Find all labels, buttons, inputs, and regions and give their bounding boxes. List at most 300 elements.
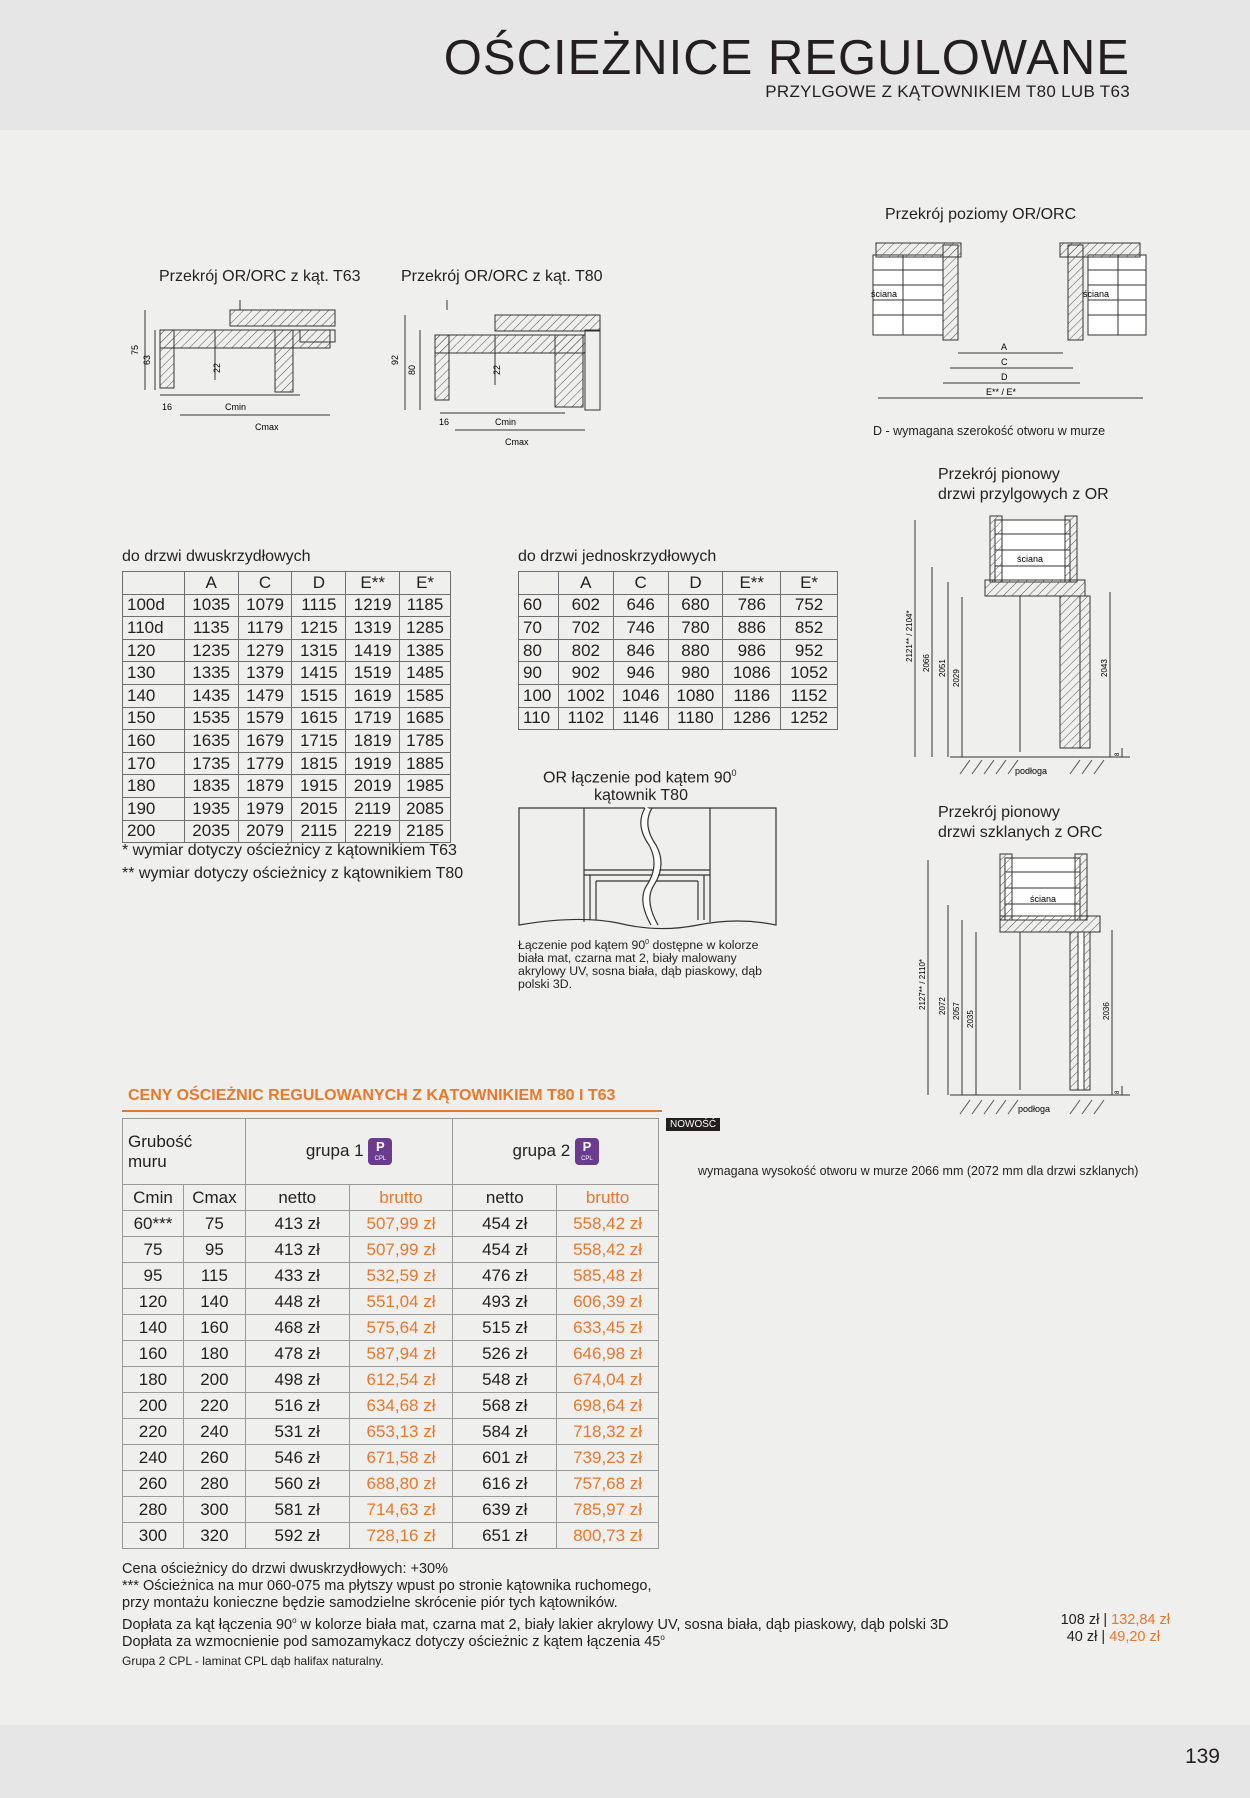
double-door-table [122,571,451,843]
table-cell: 1615 [292,707,346,730]
price-row [123,1471,659,1497]
vertical1-dim5: 2043 [1100,659,1109,677]
price-cell: 180 [183,1341,245,1367]
table-cell: 100 [519,684,559,707]
vertical1-dim3: 2051 [938,659,947,677]
t80-dim-d: 16 [439,417,450,427]
price-cell: 634,68 zł [349,1393,453,1419]
table-header-cell: D [292,572,346,595]
group1-header: grupa 1 P CPL [245,1119,453,1185]
vertical2-title-line1: Przekrój pionowy [938,804,1060,821]
table-row [519,594,838,617]
price-cell: 476 zł [453,1263,557,1289]
table-cell: 1935 [184,797,238,820]
vertical1-dim2: 2066 [922,654,931,672]
table-cell: 1915 [292,775,346,798]
table-cell: 1080 [668,684,723,707]
table-cell: 180 [123,775,185,798]
table-row [519,662,838,685]
price-cell: 646,98 zł [557,1341,659,1367]
table-cell: 110 [519,707,559,730]
price-cell: 448 zł [245,1289,349,1315]
table-cell: 780 [668,617,723,640]
vertical2-dim3: 2057 [952,1002,961,1020]
price-cell: 575,64 zł [349,1315,453,1341]
price-row [123,1341,659,1367]
t63-section-drawing [130,295,350,445]
table-cell: 880 [668,639,723,662]
table-cell: 1685 [400,707,451,730]
table-cell: 1679 [238,730,292,753]
table-cell: 2015 [292,797,346,820]
table-cell: 1535 [184,707,238,730]
price-row [123,1211,659,1237]
table-cell: 1435 [184,684,238,707]
page-title: OŚCIEŻNICE REGULOWANE [443,31,1130,85]
note-line-5: Dopłata za wzmocnienie pod samozamykacz dotyczy ościeżnic z kątem łączenia 45$^o$ [122,1633,665,1650]
price-row [123,1237,659,1263]
price-cell: 728,16 zł [349,1523,453,1549]
price-cell: 671,58 zł [349,1445,453,1471]
price-cell: 651 zł [453,1523,557,1549]
price-cell: 585,48 zł [557,1263,659,1289]
table-cell: 140 [123,684,185,707]
table-cell: 1002 [558,684,613,707]
group2-header: grupa 2 P CPL [453,1119,659,1185]
price-cell: 546 zł [245,1445,349,1471]
table-cell: 1635 [184,730,238,753]
single-door-table [518,571,838,730]
table-cell: 1979 [238,797,292,820]
table-cell: 952 [781,639,838,662]
table-cell: 1485 [400,662,451,685]
price-cell: 240 [183,1419,245,1445]
vertical2-wall: ściana [1030,894,1057,904]
new-badge: NOWOŚĆ [666,1118,720,1131]
table-row [123,639,451,662]
brutto-header-2: brutto [557,1185,659,1211]
table-row [123,775,451,798]
table-cell: 1835 [184,775,238,798]
table-cell: 902 [558,662,613,685]
price-cell: 160 [123,1341,184,1367]
price-row [123,1315,659,1341]
table-cell: 1335 [184,662,238,685]
single-table-title: do drzwi jednoskrzydłowych [518,548,717,565]
table-cell: 1785 [400,730,451,753]
table-row [519,617,838,640]
price-row [123,1523,659,1549]
table-row [123,594,451,617]
table-header-cell: C [238,572,292,595]
table-cell: 1279 [238,639,292,662]
price-cell: 531 zł [245,1419,349,1445]
table-cell: 2035 [184,820,238,843]
price-cell: 507,99 zł [349,1237,453,1263]
table-row [123,752,451,775]
table-cell: 1219 [346,594,400,617]
table-cell: 846 [613,639,668,662]
horizontal-dim-e: E** / E* [986,387,1017,397]
cpl-badge-icon: P CPL [368,1138,392,1165]
price-cell: 320 [183,1523,245,1549]
price-cell: 60*** [123,1211,184,1237]
table-cell: 1135 [184,617,238,640]
price-cell: 498 zł [245,1367,349,1393]
vertical2-floor: podłoga [1018,1104,1051,1114]
note-line-4: Dopłata za kąt łączenia 90$^o$ w kolorze biała mat, czarna mat 2, biały lakier akrylowy UV, sosna biała, dąb piaskowy, dąb polski 3D [122,1616,949,1633]
horizontal-section-drawing [868,235,1153,420]
table-row [123,617,451,640]
price-cell: 454 zł [453,1237,557,1263]
table-cell: 1035 [184,594,238,617]
table-cell: 602 [558,594,613,617]
table-cell: 1585 [400,684,451,707]
table-row [123,820,451,843]
price-cell: 558,42 zł [557,1211,659,1237]
double-table-note-2: ** wymiar dotyczy ościeżnicy z kątownikiem T80 [122,865,464,882]
price-cell: 220 [123,1419,184,1445]
vertical2-dim6: 8 [1115,1090,1121,1094]
table-cell: 1286 [723,707,781,730]
vertical1-title-line1: Przekrój pionowy [938,466,1060,483]
table-cell: 1379 [238,662,292,685]
horizontal-dim-c: C [1001,357,1008,367]
table-cell: 200 [123,820,185,843]
price-cell: 606,39 zł [557,1289,659,1315]
table-header-cell: E* [781,572,838,595]
note-line-1: Cena ościeżnicy do drzwi dwuskrzydłowych: +30% [122,1561,448,1577]
table-cell: 1879 [238,775,292,798]
t63-dim-cmin: Cmin [225,402,247,412]
height-note: wymagana wysokość otworu w murze 2066 mm (2072 mm dla drzwi szklanych) [698,1164,1139,1178]
price-cell: 180 [123,1367,184,1393]
table-cell: 160 [123,730,185,753]
table-cell: 702 [558,617,613,640]
vertical2-title-line2: drzwi szklanych z ORC [938,824,1103,841]
table-cell: 946 [613,662,668,685]
table-cell: 1735 [184,752,238,775]
table-cell: 130 [123,662,185,685]
table-cell: 680 [668,594,723,617]
table-cell: 752 [781,594,838,617]
table-header-cell [519,572,559,595]
price-cell: 140 [183,1289,245,1315]
price-cell: 433 zł [245,1263,349,1289]
table-cell: 746 [613,617,668,640]
table-cell: 1079 [238,594,292,617]
table-cell: 1819 [346,730,400,753]
table-cell: 1385 [400,639,451,662]
t63-dim-b: 63 [142,354,152,365]
vertical1-wall: ściana [1017,554,1044,564]
t80-dim-b: 80 [407,364,417,375]
thickness-header: Grubość muru [123,1119,246,1185]
table-cell: 110d [123,617,185,640]
joint-drawing [518,805,780,930]
table-cell: 986 [723,639,781,662]
price-cell: 75 [123,1237,184,1263]
table-cell: 1479 [238,684,292,707]
table-cell: 1186 [723,684,781,707]
joint-title-line2: kątownik T80 [594,787,688,804]
vertical2-dim5: 2036 [1102,1002,1111,1020]
price-cell: 612,54 zł [349,1367,453,1393]
table-cell: 190 [123,797,185,820]
price-cell: 140 [123,1315,184,1341]
price-cell: 592 zł [245,1523,349,1549]
price-cell: 718,32 zł [557,1419,659,1445]
horizontal-dim-a: A [1001,342,1008,352]
price-cell: 639 zł [453,1497,557,1523]
note-line-5-price: 40 zł | 49,20 zł [1066,1629,1160,1645]
table-header-cell: D [668,572,723,595]
price-cell: 714,63 zł [349,1497,453,1523]
price-cell: 674,04 zł [557,1367,659,1393]
table-cell: 1152 [781,684,838,707]
vertical1-dim1: 2121** / 2104* [905,610,914,662]
table-cell: 1779 [238,752,292,775]
table-cell: 1885 [400,752,451,775]
price-cell: 560 zł [245,1471,349,1497]
table-header-cell [123,572,185,595]
table-cell: 1985 [400,775,451,798]
table-cell: 2119 [346,797,400,820]
vertical1-floor: podłoga [1015,766,1048,776]
price-cell: 220 [183,1393,245,1419]
price-cell: 584 zł [453,1419,557,1445]
t63-dim-d: 16 [162,402,173,412]
table-row [123,707,451,730]
t63-dim-c: 22 [212,362,222,373]
table-cell: 1715 [292,730,346,753]
price-cell: 653,13 zł [349,1419,453,1445]
table-cell: 1252 [781,707,838,730]
table-cell: 852 [781,617,838,640]
table-cell: 120 [123,639,185,662]
price-row [123,1367,659,1393]
netto-header-2: netto [453,1185,557,1211]
price-cell: 240 [123,1445,184,1471]
price-cell: 200 [183,1367,245,1393]
page-number: 139 [1184,1745,1220,1768]
price-cell: 739,23 zł [557,1445,659,1471]
t63-dim-cmax: Cmax [255,422,279,432]
price-cell: 785,97 zł [557,1497,659,1523]
price-row [123,1393,659,1419]
table-row [123,797,451,820]
price-cell: 200 [123,1393,184,1419]
table-cell: 1719 [346,707,400,730]
table-cell: 80 [519,639,559,662]
note-line-3: przy montażu konieczne będzie samodzielne skrócenie piór tych kątowników. [122,1595,618,1611]
table-cell: 1319 [346,617,400,640]
table-cell: 802 [558,639,613,662]
price-row [123,1289,659,1315]
table-cell: 2079 [238,820,292,843]
price-cell: 515 zł [453,1315,557,1341]
table-cell: 170 [123,752,185,775]
horizontal-wall-left: ściana [871,289,898,299]
table-cell: 1115 [292,594,346,617]
table-cell: 2219 [346,820,400,843]
price-cell: 260 [123,1471,184,1497]
double-table-note-1: * wymiar dotyczy ościeżnicy z kątownikiem T63 [122,842,457,859]
t63-section-title: Przekrój OR/ORC z kąt. T63 [159,268,361,285]
table-cell: 70 [519,617,559,640]
table-cell: 1179 [238,617,292,640]
table-cell: 1815 [292,752,346,775]
page-footer [0,1725,1250,1798]
price-cell: 601 zł [453,1445,557,1471]
table-cell: 646 [613,594,668,617]
table-row [519,639,838,662]
table-cell: 1315 [292,639,346,662]
table-cell: 1235 [184,639,238,662]
table-cell: 1180 [668,707,723,730]
table-row [123,684,451,707]
netto-header-1: netto [245,1185,349,1211]
price-cell: 280 [123,1497,184,1523]
price-cell: 300 [123,1523,184,1549]
t80-dim-a: 92 [390,354,400,365]
table-cell: 1619 [346,684,400,707]
table-cell: 1285 [400,617,451,640]
table-row [519,707,838,730]
price-cell: 800,73 zł [557,1523,659,1549]
table-cell: 90 [519,662,559,685]
price-cell: 413 zł [245,1211,349,1237]
horizontal-section-title: Przekrój poziomy OR/ORC [885,206,1077,223]
table-cell: 1519 [346,662,400,685]
horizontal-section-note: D - wymagana szerokość otworu w murze [873,424,1106,438]
vertical1-drawing [900,512,1130,782]
table-cell: 886 [723,617,781,640]
t80-dim-c: 22 [492,364,502,375]
table-cell: 1052 [781,662,838,685]
note-line-6: Grupa 2 CPL - laminat CPL dąb halifax naturalny. [122,1654,384,1668]
table-header-cell: A [558,572,613,595]
table-cell: 980 [668,662,723,685]
price-cell: 75 [183,1211,245,1237]
price-cell: 115 [183,1263,245,1289]
price-cell: 454 zł [453,1211,557,1237]
price-cell: 551,04 zł [349,1289,453,1315]
vertical2-drawing [900,850,1130,1125]
table-cell: 1046 [613,684,668,707]
price-cell: 688,80 zł [349,1471,453,1497]
table-header-cell: C [613,572,668,595]
price-cell: 468 zł [245,1315,349,1341]
table-header-cell: E** [346,572,400,595]
cmin-header: Cmin [123,1185,184,1211]
price-cell: 95 [123,1263,184,1289]
cpl-badge-icon: P CPL [575,1138,599,1165]
vertical1-dim6: 8 [1115,752,1121,756]
price-table [122,1118,659,1549]
table-cell: 1919 [346,752,400,775]
page-subtitle: PRZYLGOWE Z KĄTOWNIKIEM T80 LUB T63 [765,82,1130,101]
horizontal-dim-d: D [1001,372,1008,382]
table-header-cell: A [184,572,238,595]
vertical1-dim4: 2029 [952,669,961,687]
price-cell: 95 [183,1237,245,1263]
table-row [519,684,838,707]
t80-dim-cmax: Cmax [505,437,529,447]
table-row [123,662,451,685]
table-cell: 2185 [400,820,451,843]
table-cell: 2115 [292,820,346,843]
vertical2-dim1: 2127** / 2110* [918,958,927,1010]
t80-section-drawing [390,295,610,455]
table-cell: 786 [723,594,781,617]
price-section-title: CENY OŚCIEŻNIC REGULOWANYCH Z KĄTOWNIKIEM T80 I T63 [128,1087,616,1104]
table-cell: 1215 [292,617,346,640]
price-row [123,1497,659,1523]
table-cell: 1579 [238,707,292,730]
price-cell: 300 [183,1497,245,1523]
price-title-underline [122,1110,662,1112]
table-cell: 1102 [558,707,613,730]
price-cell: 516 zł [245,1393,349,1419]
cmax-header: Cmax [183,1185,245,1211]
price-cell: 120 [123,1289,184,1315]
price-cell: 568 zł [453,1393,557,1419]
vertical2-dim2: 2072 [938,997,947,1015]
double-table-title: do drzwi dwuskrzydłowych [122,548,311,565]
price-cell: 260 [183,1445,245,1471]
brutto-header-1: brutto [349,1185,453,1211]
price-cell: 280 [183,1471,245,1497]
table-cell: 1185 [400,594,451,617]
table-cell: 1515 [292,684,346,707]
price-cell: 757,68 zł [557,1471,659,1497]
note-line-4-price: 108 zł | 132,84 zł [1060,1612,1170,1628]
vertical2-dim4: 2035 [966,1010,975,1028]
table-cell: 1415 [292,662,346,685]
price-cell: 581 zł [245,1497,349,1523]
table-header-cell: E* [400,572,451,595]
table-row [123,730,451,753]
price-cell: 160 [183,1315,245,1341]
t80-section-title: Przekrój OR/ORC z kąt. T80 [401,268,603,285]
table-cell: 2019 [346,775,400,798]
price-cell: 616 zł [453,1471,557,1497]
table-cell: 1419 [346,639,400,662]
table-cell: 1146 [613,707,668,730]
price-cell: 532,59 zł [349,1263,453,1289]
table-cell: 60 [519,594,559,617]
t80-dim-cmin: Cmin [495,417,517,427]
price-cell: 548 zł [453,1367,557,1393]
table-cell: 100d [123,594,185,617]
vertical1-title-line2: drzwi przylgowych z OR [938,486,1109,503]
price-cell: 413 zł [245,1237,349,1263]
price-row [123,1263,659,1289]
price-cell: 698,64 zł [557,1393,659,1419]
table-cell: 2085 [400,797,451,820]
price-cell: 526 zł [453,1341,557,1367]
table-header-cell: E** [723,572,781,595]
table-cell: 1086 [723,662,781,685]
price-cell: 493 zł [453,1289,557,1315]
price-row [123,1445,659,1471]
price-cell: 587,94 zł [349,1341,453,1367]
price-cell: 507,99 zł [349,1211,453,1237]
table-cell: 150 [123,707,185,730]
price-row [123,1419,659,1445]
price-cell: 633,45 zł [557,1315,659,1341]
